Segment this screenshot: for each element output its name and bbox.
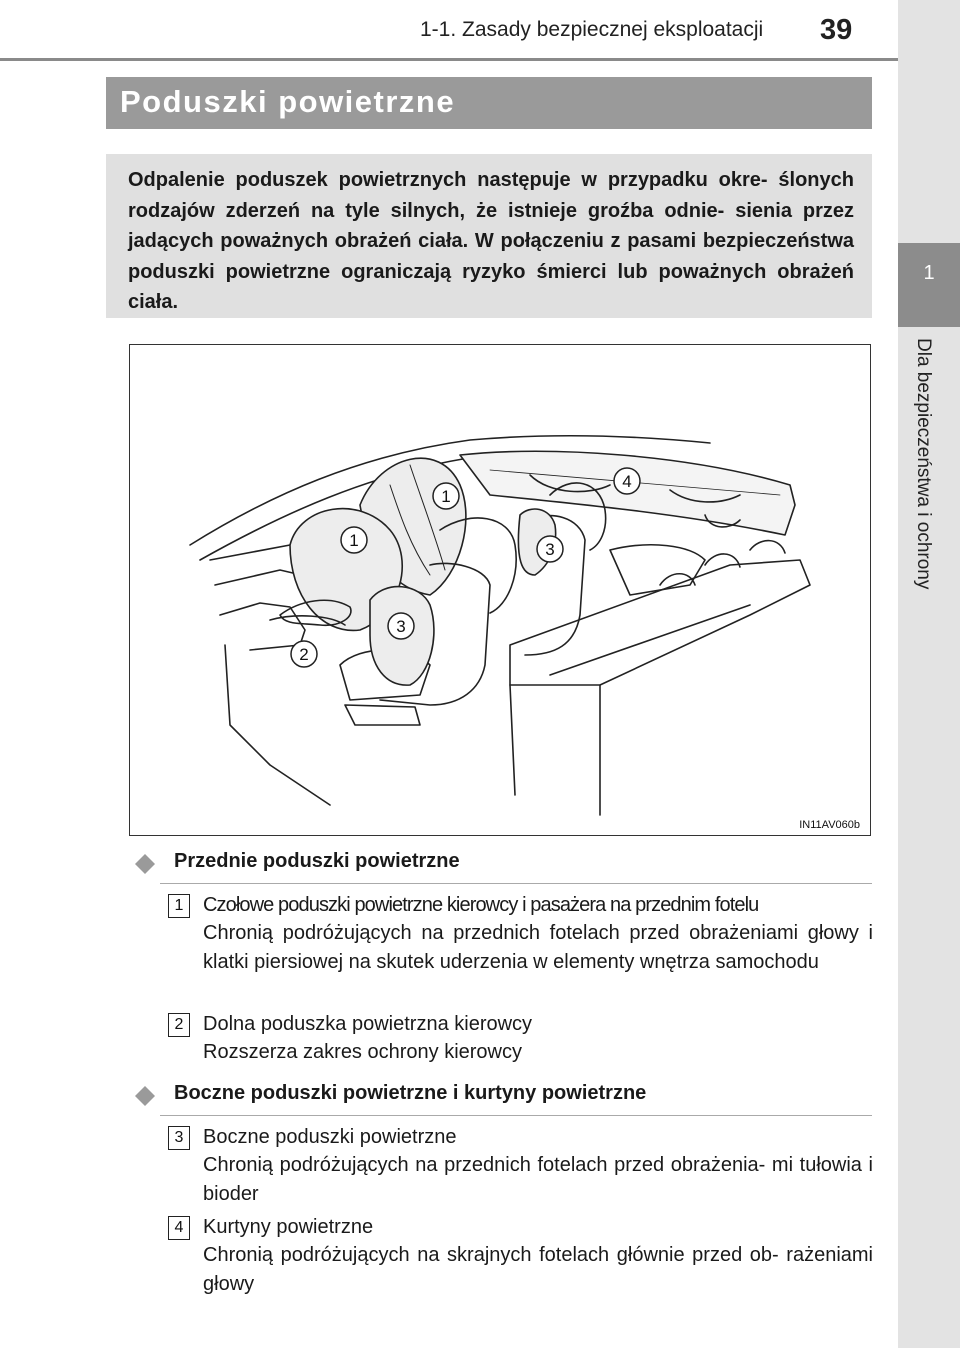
diamond-bullet-icon — [134, 853, 156, 875]
item-body: Chronią podróżujących na skrajnych fotelach głównie przed ob- rażeniami głowy — [203, 1244, 873, 1295]
item-body: Chronią podróżujących na przednich fotelach przed obrażenia- mi tułowia i bioder — [203, 1154, 873, 1205]
intro-box — [106, 154, 872, 318]
item-title: Czołowe poduszki powietrzne kierowcy i pasażera na przednim fotelu — [203, 894, 759, 916]
item-title: Kurtyny powietrzne — [203, 1216, 374, 1238]
callout-3-driver-side — [388, 613, 414, 639]
callout-label: 3 — [545, 540, 555, 559]
callout-1-passenger — [433, 483, 459, 509]
item-body: Rozszerza zakres ochrony kierowcy — [203, 1041, 522, 1063]
section-heading-text: Przednie poduszki powietrzne — [174, 850, 460, 872]
item-body: Chronią podróżujących na przednich fotelach przed obrażeniami głowy i klatki piersiowej na skutek uderzenia w elementy wnętrza samochodu — [203, 922, 873, 973]
airbag-illustration — [129, 344, 871, 836]
callout-4-curtain — [614, 468, 640, 494]
item-number-badge: 3 — [168, 1126, 190, 1150]
callout-label: 3 — [396, 617, 406, 636]
chapter-number-tab: 1 — [898, 243, 960, 327]
page-title: Poduszki powietrzne — [120, 84, 456, 119]
callout-label: 4 — [622, 472, 632, 491]
page-title-bar — [106, 77, 872, 129]
section-divider — [160, 883, 872, 884]
page-number: 39 — [820, 14, 853, 46]
item-title: Boczne poduszki powietrzne — [203, 1126, 457, 1148]
callout-label: 1 — [441, 487, 451, 506]
chapter-title-vertical — [904, 338, 944, 638]
item-number-badge: 2 — [168, 1013, 190, 1037]
section-heading-text: Boczne poduszki powietrzne i kurtyny powietrzne — [174, 1082, 647, 1104]
chapter-side-tab — [898, 0, 960, 1348]
callout-1-driver — [341, 527, 367, 553]
car-interior-airbag-drawing — [130, 345, 872, 837]
chapter-title-label: Dla bezpieczeństwa i ochrony — [913, 338, 934, 590]
diamond-bullet-icon — [134, 1085, 156, 1107]
figure-code: IN11AV060b — [799, 819, 860, 831]
item-title: Dolna poduszka powietrzna kierowcy — [203, 1013, 533, 1035]
callout-label: 2 — [299, 645, 309, 664]
header-divider — [0, 58, 898, 61]
callout-2-knee — [291, 641, 317, 667]
intro-text: Odpalenie poduszek powietrznych następuje w przypadku okre- ślonych rodzajów zderzeń na tyle silnych, że istnieje groźba odnie- sienia przez jadących poważnych obrażeń ciała. W połączeniu z pasami bezpieczeństwa poduszki powietrzne ograniczają ryzyko śmierci lub poważnych obrażeń ciała. — [128, 169, 854, 313]
callout-3-passenger-side — [537, 536, 563, 562]
item-number-badge: 4 — [168, 1216, 190, 1240]
running-header-section: 1-1. Zasady bezpiecznej eksploatacji — [420, 18, 764, 41]
section-divider — [160, 1115, 872, 1116]
item-number-badge: 1 — [168, 894, 190, 918]
callout-label: 1 — [349, 531, 359, 550]
